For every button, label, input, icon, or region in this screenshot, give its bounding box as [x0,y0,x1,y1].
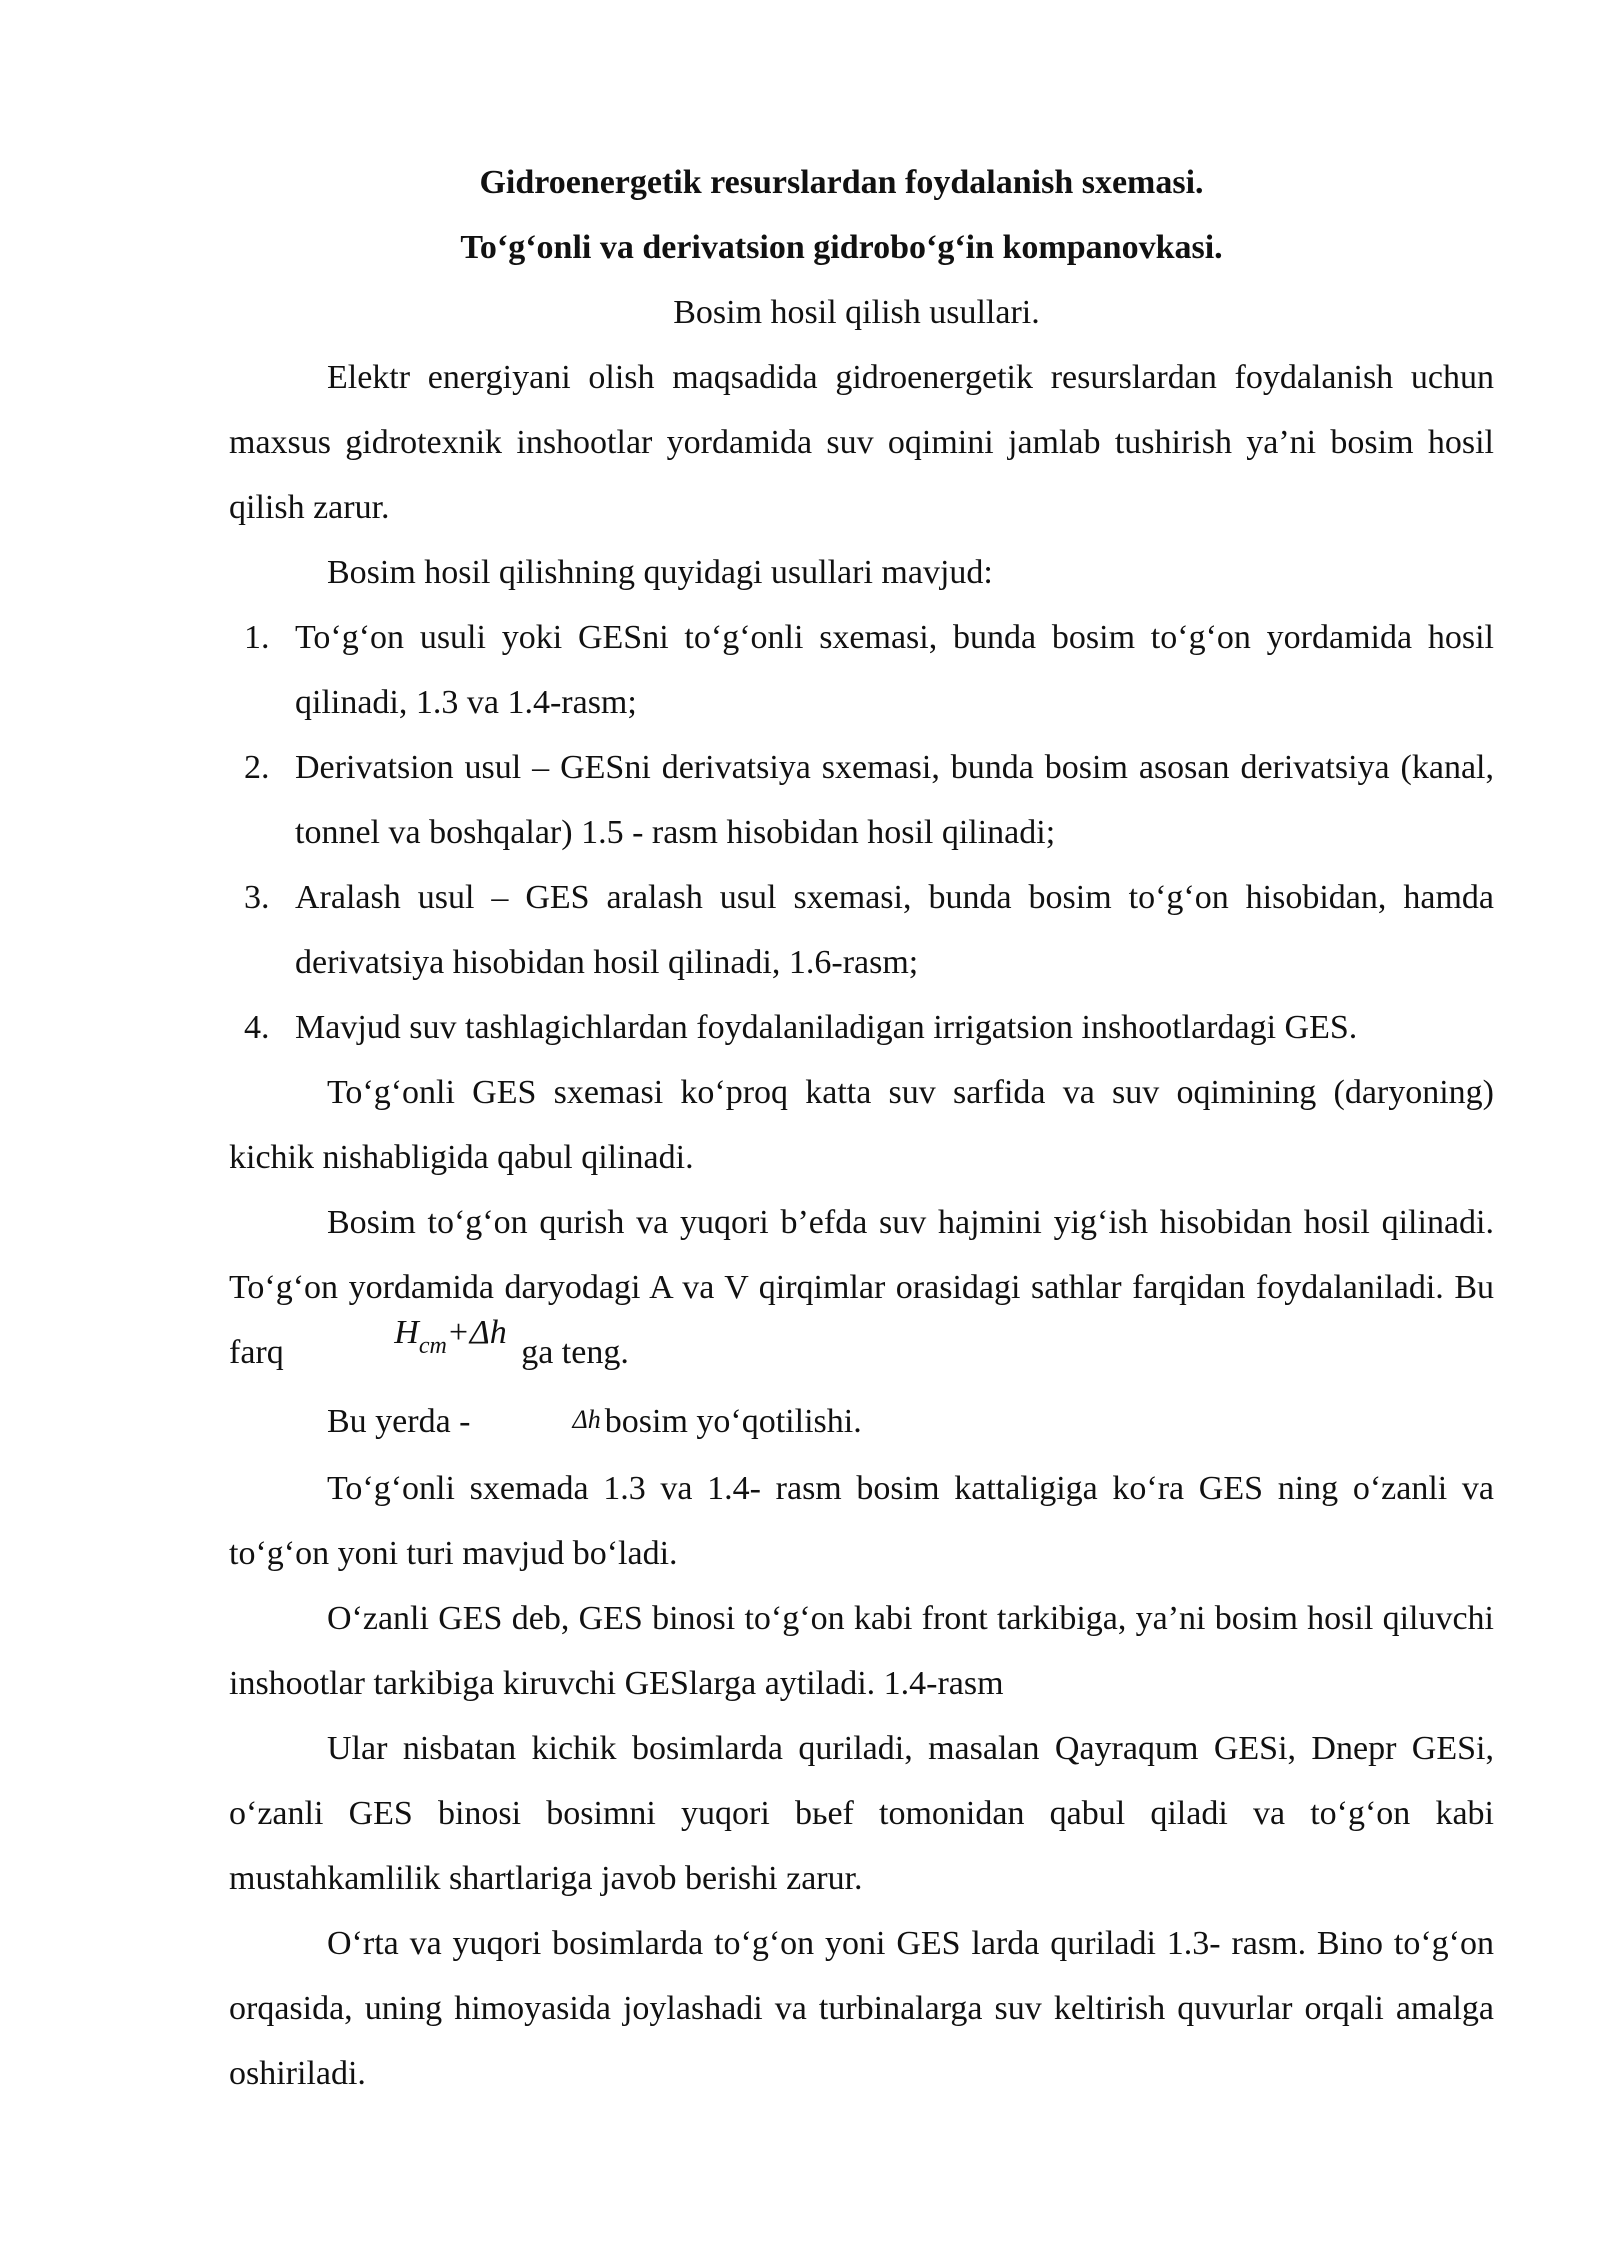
head-loss-start: Bu yerda - [327,1403,471,1440]
list-item-number: 1. [244,619,270,656]
list-item-text: Mavjud suv tashlagichlardan foydalaniladigan irrigatsion inshootlardagi GES. [295,1009,1358,1046]
formula-delta-h: +Δh [446,1314,507,1351]
document-title-line-2: To‘g‘onli va derivatsion gidrobo‘g‘in kompanovkasi. [460,229,1223,266]
paragraph-dam-scheme: To‘g‘onli GES sxemasi ko‘proq katta suv sarfida va suv oqimining (daryoning) kichik nishabligida qabul qilinadi. [229,1074,1494,1176]
paragraph-head-creation-text: Bosim to‘g‘on qurish va yuqori b’efda suv hajmini yig‘ish hisobidan hosil qilinadi. To‘g‘on yordamida daryodagi A va V qirqimlar orasidagi sathlar farqidan foydalaniladi. Bu farq [229,1204,1494,1371]
paragraph-high-head: O‘rta va yuqori bosimlarda to‘g‘on yoni GES larda quriladi 1.3- rasm. Bino to‘g‘on orqasida, uning himoyasida joylashadi va turbinalarga suv keltirish quvurlar orqali amalga oshiriladi. [229,1925,1494,2092]
list-item [229,735,1494,865]
paragraph-channel-ges: O‘zanli GES deb, GES binosi to‘g‘on kabi front tarkibiga, ya’ni bosim hosil qiluvchi inshootlar tarkibiga kiruvchi GESlarga aytiladi. 1.4-rasm [229,1600,1494,1702]
head-loss-formula: Δh [572,1405,601,1434]
paragraph-scheme-types: To‘g‘onli sxemada 1.3 va 1.4- rasm bosim kattaligiga ko‘ra GES ning o‘zanli va to‘g‘on yoni turi mavjud bo‘ladi. [229,1470,1494,1572]
list-item-number: 4. [244,1009,270,1046]
list-item-text: Aralash usul – GES aralash usul sxemasi, bunda bosim to‘g‘on hisobidan, hamda derivatsiya hisobidan hosil qilinadi, 1.6-rasm; [295,879,1494,981]
list-item-number: 2. [244,749,270,786]
paragraph-head-creation-end: ga teng. [521,1334,629,1371]
formula-h: H [394,1314,419,1351]
list-item-text: Derivatsion usul – GESni derivatsiya sxemasi, bunda bosim asosan derivatsiya (kanal, tonnel va boshqalar) 1.5 - rasm hisobidan hosil qilinadi; [295,749,1494,851]
list-item [229,995,1494,1060]
document-title-line-1: Gidroenergetik resurslardan foydalanish sxemasi. [479,164,1204,201]
list-item-number: 3. [244,879,270,916]
paragraph-methods-lead: Bosim hosil qilishning quyidagi usullari mavjud: [327,554,993,591]
head-loss-end: bosim yo‘qotilishi. [604,1403,862,1440]
paragraph-low-head: Ular nisbatan kichik bosimlarda quriladi, masalan Qayraqum GESi, Dnepr GESi, o‘zanli GES binosi bosimni yuqori bьef tomonidan qabul qiladi va to‘g‘on kabi mustahkamlilik shartlariga javob berishi zarur. [229,1730,1494,1897]
methods-list [229,605,1494,1060]
document-subtitle: Bosim hosil qilish usullari. [673,294,1040,331]
formula-subscript: cm [418,1333,447,1359]
head-formula [296,1300,506,1369]
list-item [229,605,1494,735]
paragraph-head-creation [229,1190,1494,1389]
list-item-text: To‘g‘on usuli yoki GESni to‘g‘onli sxemasi, bunda bosim to‘g‘on yordamida hosil qilinadi, 1.3 va 1.4-rasm; [295,619,1494,721]
paragraph-intro: Elektr energiyani olish maqsadida gidroenergetik resurslardan foydalanish uchun maxsus gidrotexnik inshootlar yordamida suv oqimini jamlab tushirish ya’ni bosim hosil qilish zarur. [229,359,1494,526]
paragraph-head-loss [229,1389,1494,1456]
document-body [229,150,1494,2106]
list-item [229,865,1494,995]
